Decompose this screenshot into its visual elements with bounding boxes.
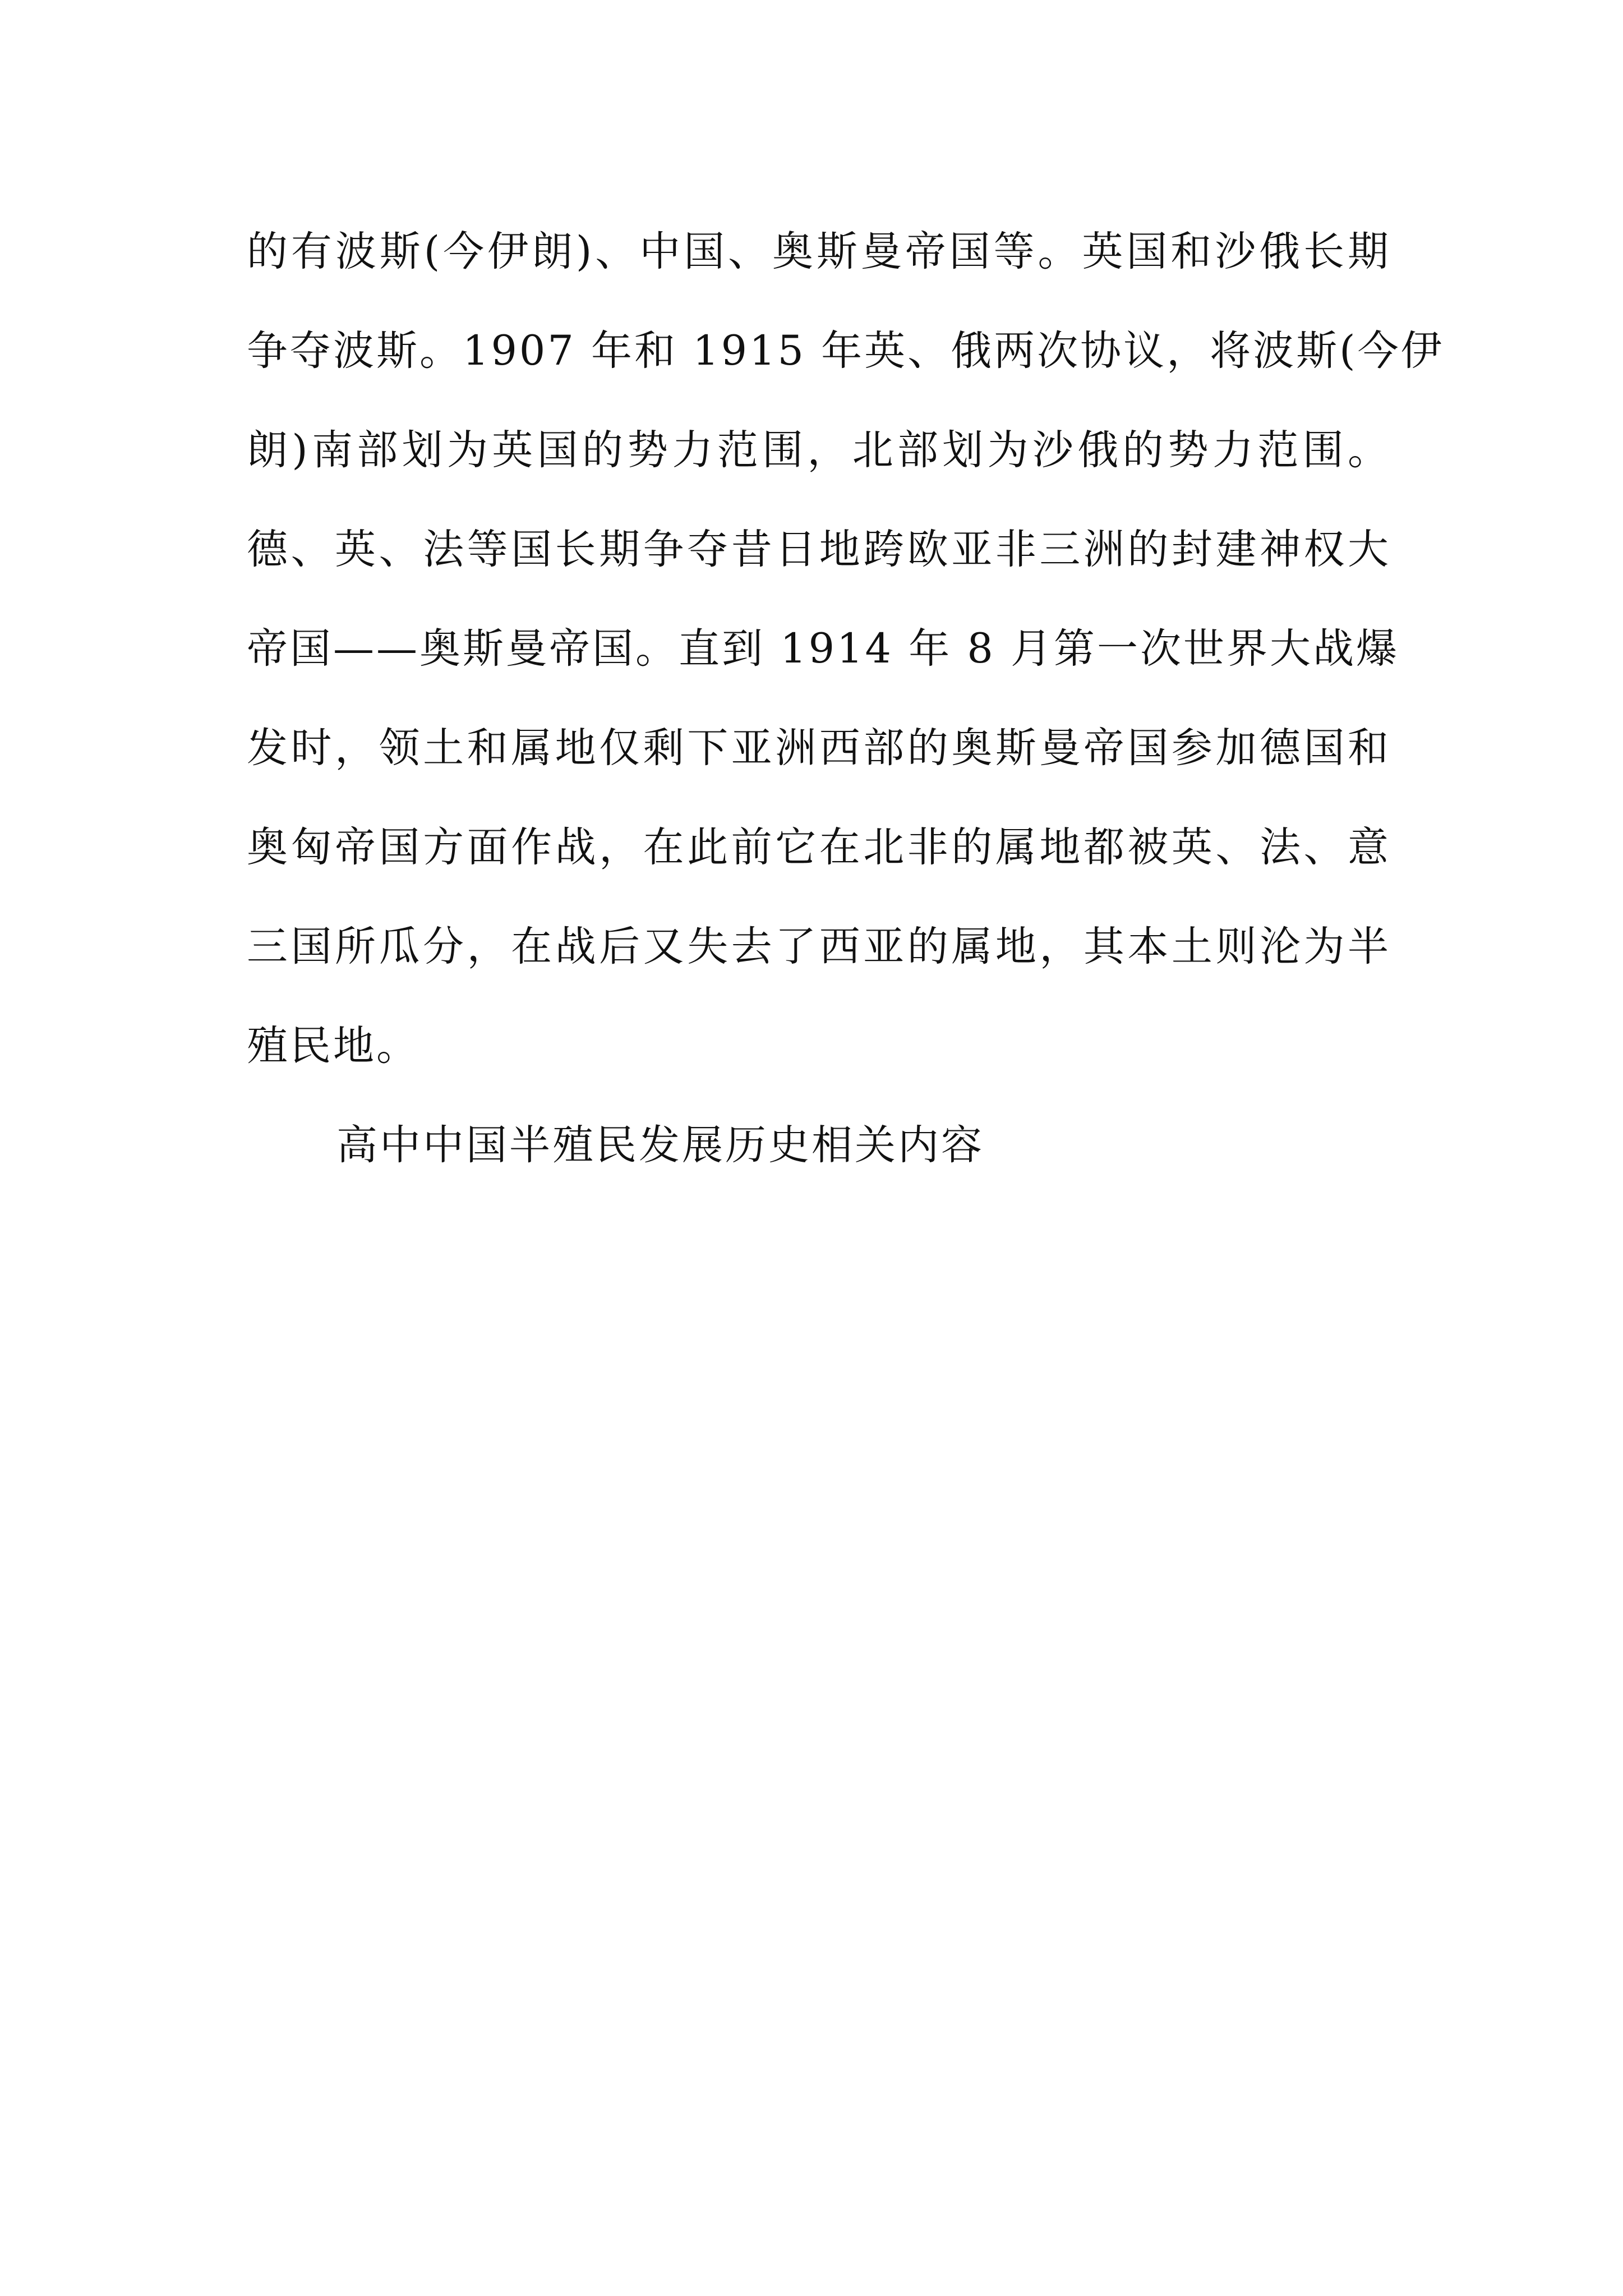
paragraph-line: 殖民地。	[247, 1022, 419, 1070]
closing-line: 高中中国半殖民发展历史相关内容	[336, 1121, 984, 1169]
body-text	[247, 202, 1444, 1195]
paragraph-line: 三国所瓜分，在战后又失去了西亚的属地，其本土则沦为半	[247, 923, 1391, 970]
paragraph-line: 帝国——奥斯曼帝国。直到 1914 年 8 月第一次世界大战爆	[247, 625, 1400, 673]
paragraph-line: 的有波斯(今伊朗)、中国、奥斯曼帝国等。英国和沙俄长期	[247, 228, 1391, 275]
paragraph-line: 朗)南部划为英国的势力范围，北部划为沙俄的势力范围。	[247, 426, 1391, 474]
paragraph-line: 发时，领土和属地仅剩下亚洲西部的奥斯曼帝国参加德国和	[247, 724, 1391, 772]
paragraph-line: 德、英、法等国长期争夺昔日地跨欧亚非三洲的封建神权大	[247, 526, 1391, 573]
paragraph-line: 争夺波斯。1907 年和 1915 年英、俄两次协议，将波斯(今伊	[247, 327, 1444, 375]
paragraph-line: 奥匈帝国方面作战，在此前它在北非的属地都被英、法、意	[247, 823, 1391, 871]
